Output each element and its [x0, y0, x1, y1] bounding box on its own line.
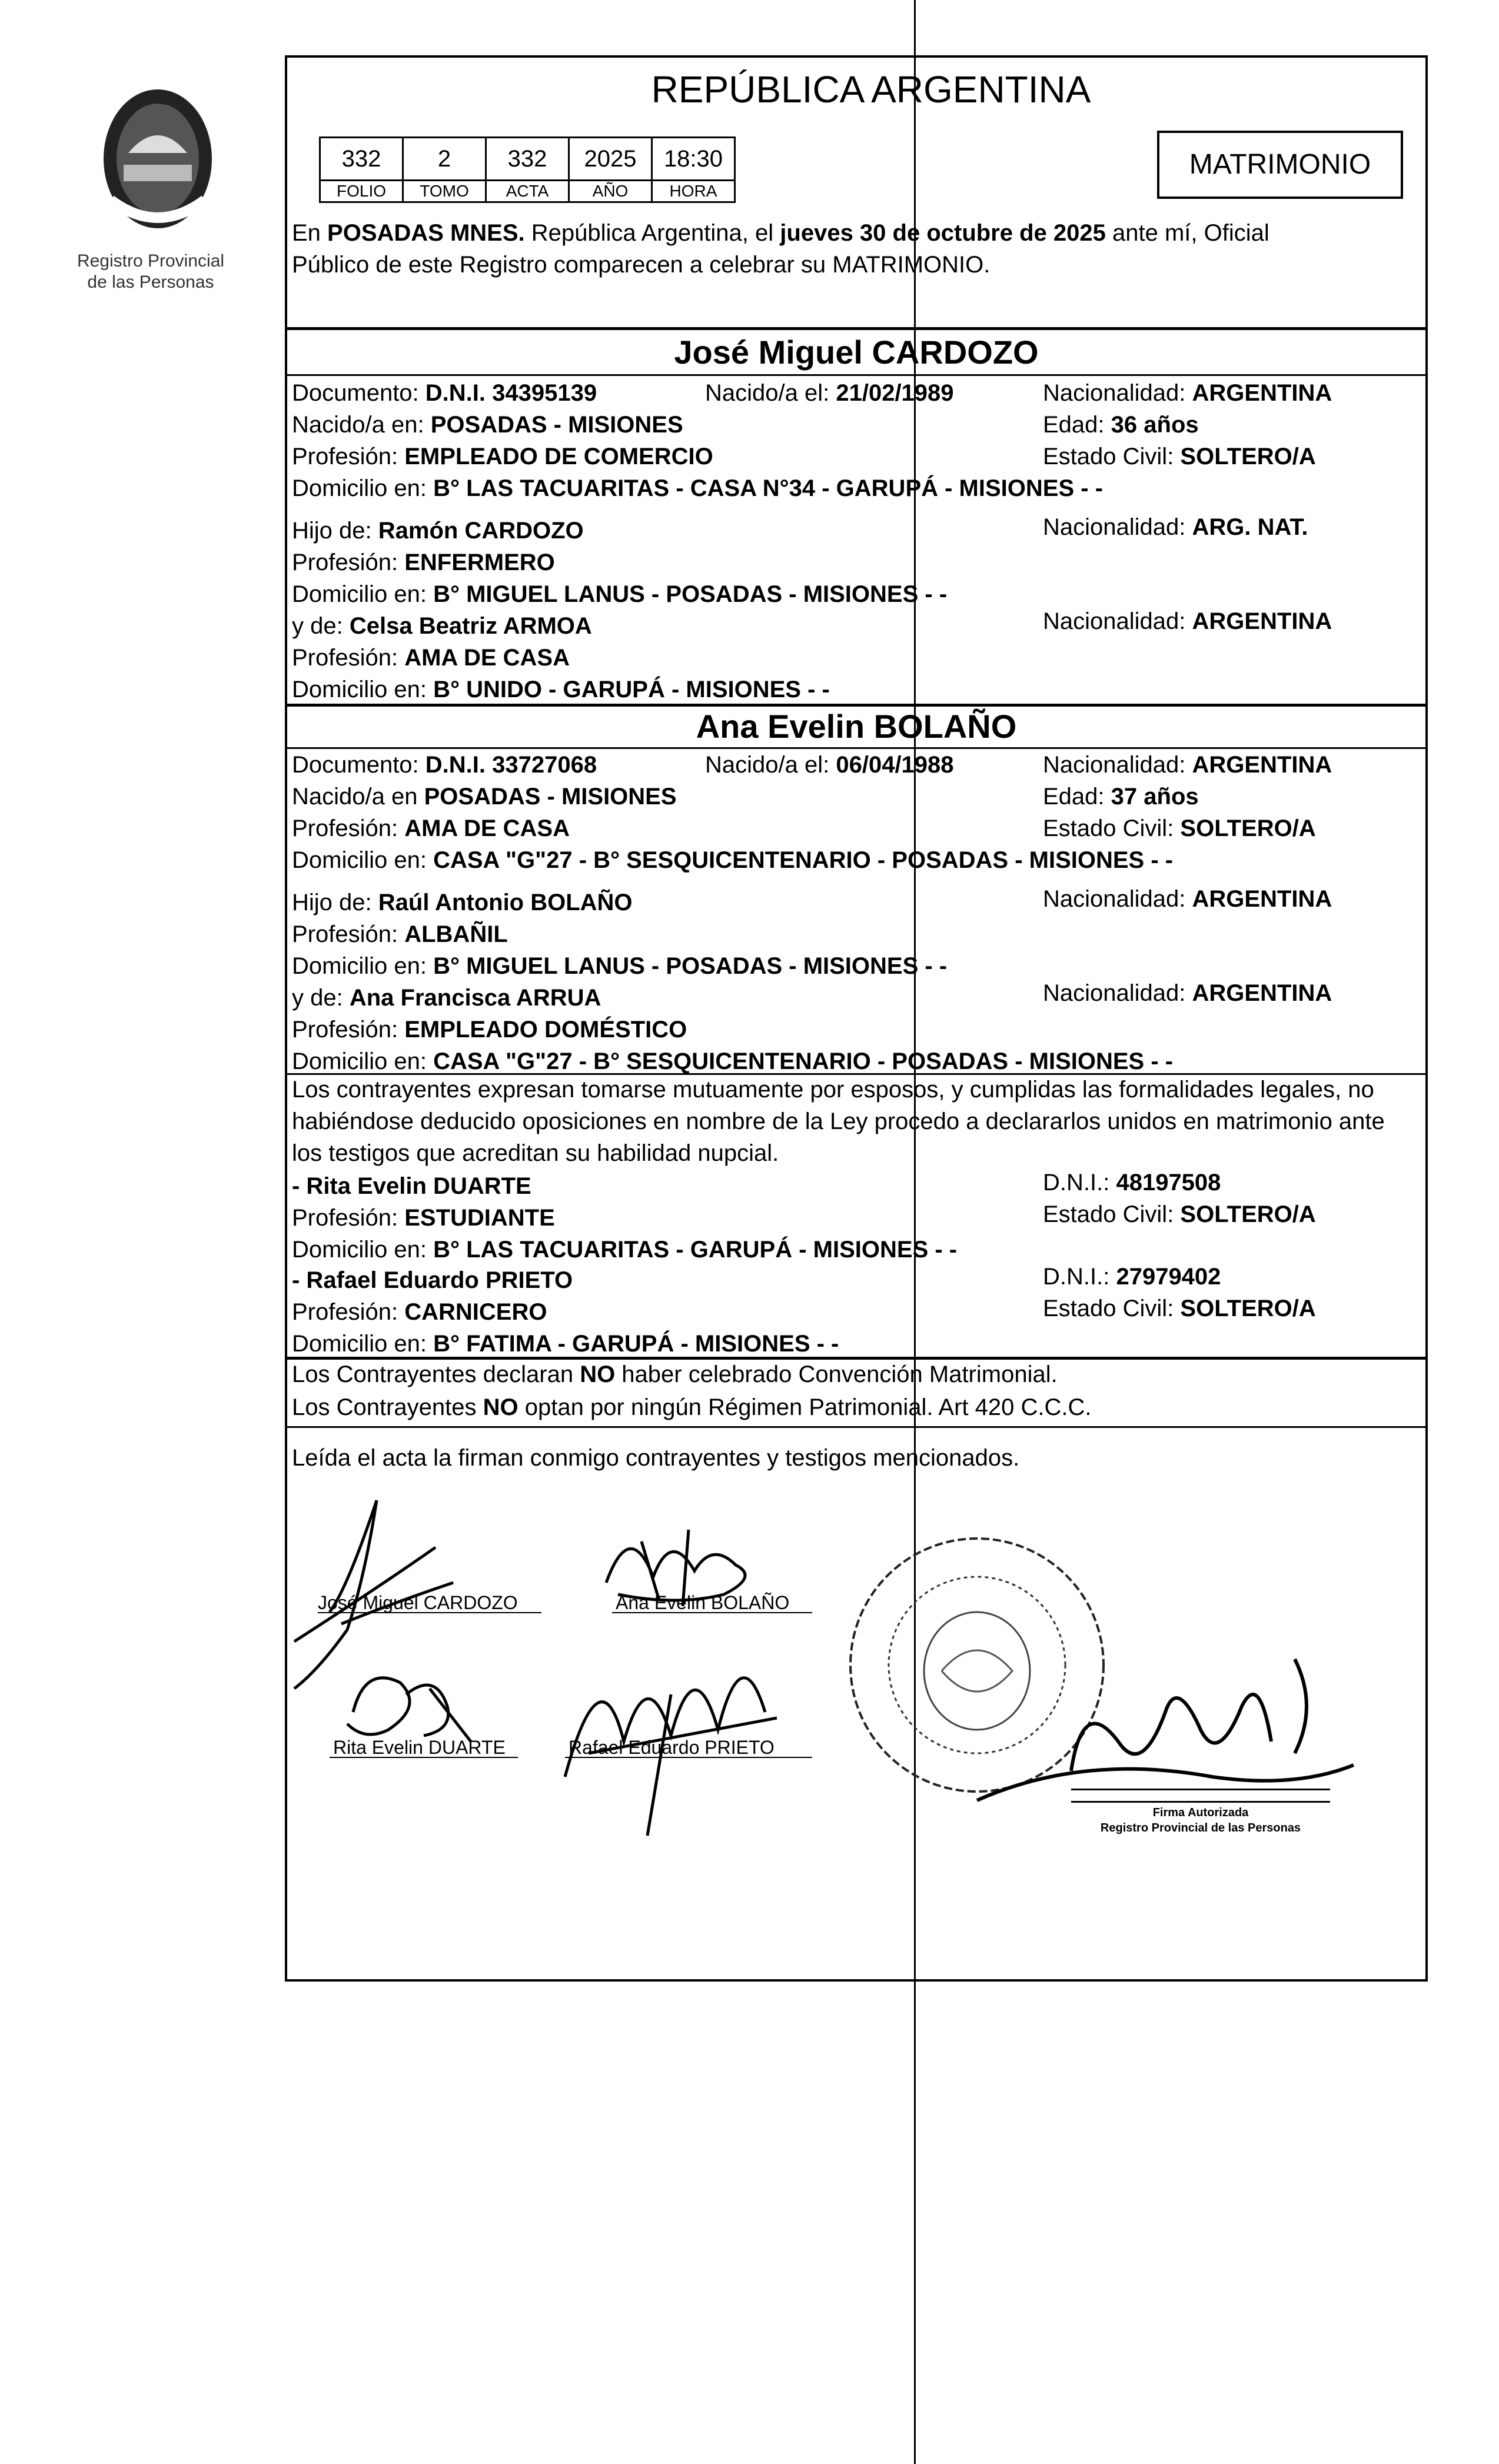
witness-2-name: - Rafael Eduardo PRIETO	[292, 1267, 573, 1293]
registry-logo-caption: Registro Provincial de las Personas	[77, 251, 225, 292]
declaration-line-2: habiéndose deducido oposiciones en nombre de la Ley procedo a declararlos unidos en matrimonio ante	[292, 1108, 1385, 1134]
convention-line-1: Los Contrayentes declaran NO haber celebrado Convención Matrimonial.	[292, 1361, 1058, 1387]
groom-born: Nacido/a el: 21/02/1989	[705, 380, 954, 406]
bride-name: Ana Evelin BOLAÑO	[696, 708, 1017, 745]
witness-1-address: Domicilio en: B° LAS TACUARITAS - GARUPÁ - MISIONES - -	[292, 1237, 958, 1263]
convention-line-2: Los Contrayentes NO optan por ningún Régimen Patrimonial. Art 420 C.C.C.	[292, 1394, 1092, 1420]
acta-label: ACTA	[486, 181, 569, 202]
intro-line-2: Público de este Registro comparecen a celebrar su MATRIMONIO.	[292, 252, 991, 278]
bride-nationality: Nacionalidad: ARGENTINA	[1043, 752, 1332, 778]
groom-profession: Profesión: EMPLEADO DE COMERCIO	[292, 444, 713, 470]
groom-age: Edad: 36 años	[1043, 412, 1199, 438]
bride-address: Domicilio en: CASA "G"27 - B° SESQUICENTENARIO - POSADAS - MISIONES - -	[292, 847, 1174, 873]
bride-profession: Profesión: AMA DE CASA	[292, 815, 570, 841]
groom-name: José Miguel CARDOZO	[674, 334, 1039, 371]
bride-born: Nacido/a el: 06/04/1988	[705, 752, 954, 778]
handwritten-signature-icon	[583, 1506, 806, 1636]
divider	[285, 1426, 1428, 1428]
registry-logo-icon	[87, 82, 228, 259]
signature-caption-witness-2: Rafael Eduardo PRIETO	[569, 1737, 775, 1758]
witness-1-name: - Rita Evelin DUARTE	[292, 1173, 531, 1199]
divider	[285, 374, 1428, 376]
witness-1-civil-status: Estado Civil: SOLTERO/A	[1043, 1201, 1316, 1227]
groom-birthplace: Nacido/a en: POSADAS - MISIONES	[292, 412, 683, 438]
witness-2-address: Domicilio en: B° FATIMA - GARUPÁ - MISIONES - -	[292, 1331, 839, 1357]
groom-nationality: Nacionalidad: ARGENTINA	[1043, 380, 1332, 406]
folio-value: 332	[320, 138, 403, 181]
bride-age: Edad: 37 años	[1043, 784, 1199, 810]
tomo-label: TOMO	[403, 181, 486, 202]
bride-mother: y de: Ana Francisca ARRUA	[292, 985, 601, 1011]
groom-address: Domicilio en: B° LAS TACUARITAS - CASA N°34 - GARUPÁ - MISIONES - -	[292, 475, 1104, 501]
groom-mother-address: Domicilio en: B° UNIDO - GARUPÁ - MISIONES - -	[292, 677, 830, 702]
bride-father: Hijo de: Raúl Antonio BOLAÑO	[292, 890, 633, 915]
acta-value: 332	[486, 138, 569, 181]
anio-value: 2025	[569, 138, 652, 181]
bride-father-nationality: Nacionalidad: ARGENTINA	[1043, 886, 1332, 912]
bride-father-profession: Profesión: ALBAÑIL	[292, 921, 508, 947]
signature-caption-bride: Ana Evelin BOLAÑO	[616, 1592, 790, 1613]
bride-mother-address: Domicilio en: CASA "G"27 - B° SESQUICENTENARIO - POSADAS - MISIONES - -	[292, 1048, 1174, 1074]
tomo-value: 2	[403, 138, 486, 181]
bride-father-address: Domicilio en: B° MIGUEL LANUS - POSADAS - MISIONES - -	[292, 953, 948, 979]
groom-father-profession: Profesión: ENFERMERO	[292, 550, 555, 575]
anio-label: AÑO	[569, 181, 652, 202]
divider	[285, 327, 1428, 330]
divider	[285, 747, 1428, 749]
intro-line-1: En POSADAS MNES. República Argentina, el jueves 30 de octubre de 2025 ante mí, Oficial	[292, 220, 1269, 246]
bride-doc: Documento: D.N.I. 33727068	[292, 752, 597, 778]
act-type-box: MATRIMONIO	[1157, 131, 1403, 199]
registry-number-table	[319, 136, 736, 203]
groom-civil-status: Estado Civil: SOLTERO/A	[1043, 444, 1316, 470]
signature-caption-groom: José Miguel CARDOZO	[318, 1592, 518, 1613]
groom-father-nationality: Nacionalidad: ARG. NAT.	[1043, 514, 1308, 540]
witness-2-profession: Profesión: CARNICERO	[292, 1299, 547, 1325]
official-stamp: Firma Autorizada Registro Provincial de las Personas	[1071, 1789, 1330, 1836]
registry-logo	[87, 82, 228, 259]
hora-label: HORA	[652, 181, 735, 202]
groom-mother-nationality: Nacionalidad: ARGENTINA	[1043, 608, 1332, 634]
signature-bride	[583, 1506, 806, 1636]
groom-doc: Documento: D.N.I. 34395139	[292, 380, 597, 406]
closing-statement: Leída el acta la firman conmigo contrayentes y testigos mencionados.	[292, 1445, 1020, 1471]
stamp-name-bar	[1071, 1789, 1330, 1803]
signature-caption-witness-1: Rita Evelin DUARTE	[333, 1737, 506, 1758]
bride-mother-profession: Profesión: EMPLEADO DOMÉSTICO	[292, 1017, 687, 1043]
witness-1-dni: D.N.I.: 48197508	[1043, 1170, 1221, 1196]
hora-value: 18:30	[652, 138, 735, 181]
groom-mother: y de: Celsa Beatriz ARMOA	[292, 613, 592, 639]
groom-mother-profession: Profesión: AMA DE CASA	[292, 645, 570, 671]
document-title: REPÚBLICA ARGENTINA	[651, 68, 1091, 111]
declaration-line-3: los testigos que acreditan su habilidad nupcial.	[292, 1140, 779, 1166]
bride-birthplace: Nacido/a en POSADAS - MISIONES	[292, 784, 677, 810]
bride-civil-status: Estado Civil: SOLTERO/A	[1043, 815, 1316, 841]
groom-father: Hijo de: Ramón CARDOZO	[292, 518, 584, 544]
witness-2-dni: D.N.I.: 27979402	[1043, 1264, 1221, 1290]
declaration-line-1: Los contrayentes expresan tomarse mutuamente por esposos, y cumplidas las formalidades legales, no	[292, 1077, 1374, 1103]
witness-1-profession: Profesión: ESTUDIANTE	[292, 1205, 555, 1231]
folio-label: FOLIO	[320, 181, 403, 202]
bride-mother-nationality: Nacionalidad: ARGENTINA	[1043, 980, 1332, 1006]
witness-2-civil-status: Estado Civil: SOLTERO/A	[1043, 1296, 1316, 1321]
groom-father-address: Domicilio en: B° MIGUEL LANUS - POSADAS - MISIONES - -	[292, 581, 948, 607]
